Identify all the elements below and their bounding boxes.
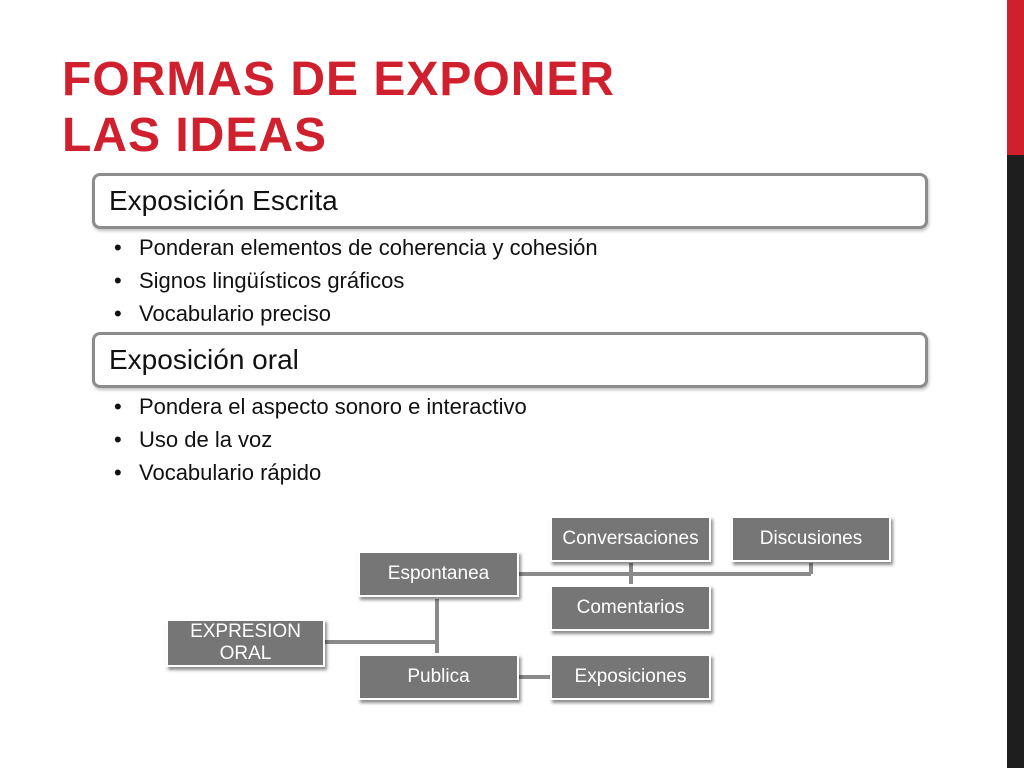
section-header-written: Exposición Escrita bbox=[92, 173, 928, 229]
diagram-node-publica: Publica bbox=[358, 654, 519, 700]
title-line-1: FORMAS DE EXPONER bbox=[62, 53, 616, 106]
diagram-node-discusiones: Discusiones bbox=[731, 516, 891, 562]
bullet-item: • Vocabulario rápido bbox=[114, 459, 527, 492]
diagram-node-comentarios: Comentarios bbox=[550, 585, 711, 631]
section-header-oral: Exposición oral bbox=[92, 332, 928, 388]
bullet-item: • Signos lingüísticos gráficos bbox=[114, 267, 598, 300]
bullet-item: • Ponderan elementos de coherencia y cohesión bbox=[114, 234, 598, 267]
bullet-item: • Uso de la voz bbox=[114, 426, 527, 459]
diagram-node-exposiciones: Exposiciones bbox=[550, 654, 711, 700]
diagram-node-espontanea: Espontanea bbox=[358, 551, 519, 597]
diagram-node-root: EXPRESION ORAL bbox=[166, 619, 325, 667]
bullet-item: • Vocabulario preciso bbox=[114, 300, 598, 333]
diagram-node-conversaciones: Conversaciones bbox=[550, 516, 711, 562]
title-line-2: LAS IDEAS bbox=[62, 109, 328, 162]
bullet-item: • Pondera el aspecto sonoro e interactivo bbox=[114, 393, 527, 426]
